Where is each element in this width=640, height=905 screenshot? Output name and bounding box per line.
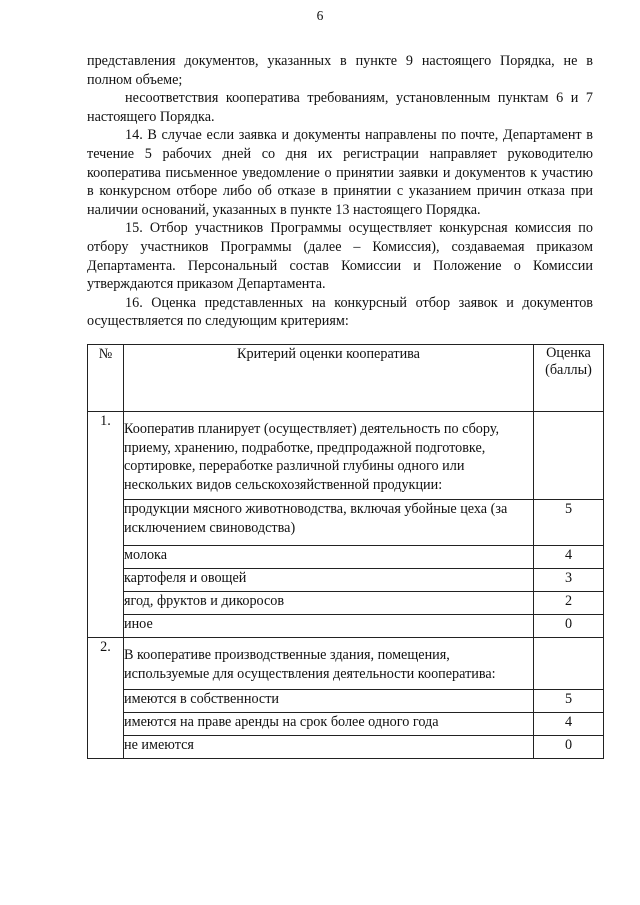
criterion-item: продукции мясного животноводства, включая убойные цеха (за исключением свиноводства)	[124, 500, 534, 546]
score-value: 5	[534, 500, 604, 546]
table-row	[88, 615, 604, 638]
header-num: №	[88, 345, 124, 412]
criterion-item: картофеля и овощей	[124, 569, 534, 592]
paragraph-16: 16. Оценка представленных на конкурсный отбор заявок и документов осуществляется по следующим критериям:	[87, 294, 593, 330]
table-row	[88, 412, 604, 500]
table-row	[88, 546, 604, 569]
score-value: 4	[534, 712, 604, 735]
group-number: 1.	[88, 412, 124, 638]
criterion-item: имеются на праве аренды на срок более одного года	[124, 712, 534, 735]
score-value: 4	[534, 546, 604, 569]
table-row	[88, 712, 604, 735]
header-score	[534, 345, 604, 412]
group-title: В кооперативе производственные здания, помещения, используемые для осуществления деятельности кооператива:	[124, 638, 534, 689]
header-score-line2: (баллы)	[545, 362, 592, 378]
table-row	[88, 500, 604, 546]
group-title: Кооператив планирует (осуществляет) деятельность по сбору, приему, хранению, подработке, предпродажной подготовке, сортировке, переработке различной глубины одного или нескольких видов сельскохозяйственной продукции:	[124, 412, 534, 500]
criterion-item: молока	[124, 546, 534, 569]
header-criterion: Критерий оценки кооператива	[124, 345, 534, 412]
criterion-item: иное	[124, 615, 534, 638]
header-score-line1: Оценка	[546, 345, 591, 361]
criterion-item: ягод, фруктов и дикоросов	[124, 592, 534, 615]
table-row	[88, 735, 604, 758]
table-row	[88, 689, 604, 712]
score-cell-empty	[534, 412, 604, 500]
score-value: 2	[534, 592, 604, 615]
table-row	[88, 638, 604, 689]
body-text	[87, 52, 593, 331]
paragraph-1: представления документов, указанных в пункте 9 настоящего Порядка, не в полном объеме;	[87, 53, 593, 88]
paragraph-14: 14. В случае если заявка и документы направлены по почте, Департамент в течение 5 рабочих дней со дня их регистрации направляет руководителю кооператива письменное уведомление о принятии заявки и документов к участию в конкурсном отборе либо об отказе в принятии с указанием причин отказа при наличии оснований, указанных в пункте 13 настоящего Порядка.	[87, 127, 593, 218]
score-value: 0	[534, 615, 604, 638]
paragraph-2: несоответствия кооператива требованиям, установленным пунктам 6 и 7 настоящего Порядка.	[87, 90, 593, 125]
criterion-item: имеются в собственности	[124, 689, 534, 712]
criteria-table	[87, 344, 604, 759]
table-row	[88, 569, 604, 592]
group-number: 2.	[88, 638, 124, 758]
score-value: 5	[534, 689, 604, 712]
criterion-item: не имеются	[124, 735, 534, 758]
table-row	[88, 592, 604, 615]
score-cell-empty	[534, 638, 604, 689]
table-header-row	[88, 345, 604, 412]
page-number: 6	[316, 8, 324, 23]
score-value: 0	[534, 735, 604, 758]
score-value: 3	[534, 569, 604, 592]
paragraph-15: 15. Отбор участников Программы осуществляет конкурсная комиссия по отбору участников Программы (далее – Комиссия), создаваемая приказом Департамента. Персональный состав Комиссии и Положение о Комиссии утверждаются приказом Департамента.	[87, 220, 593, 293]
